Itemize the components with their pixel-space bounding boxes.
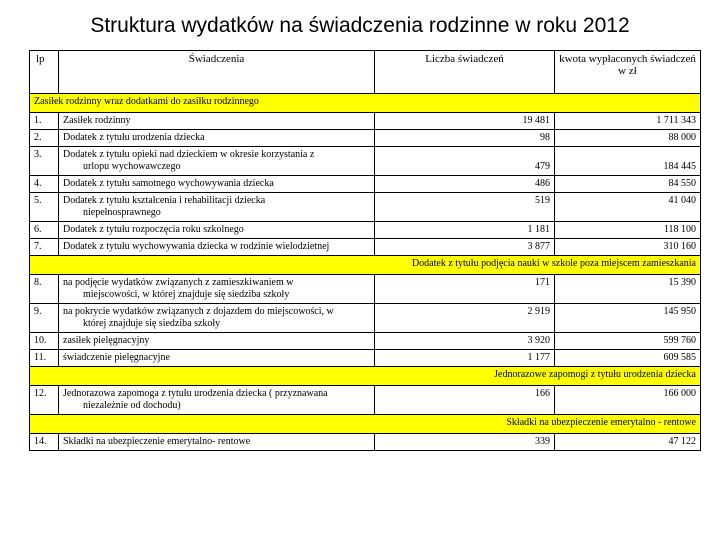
row-amount: 41 040 (555, 193, 701, 222)
row-lp: 12. (30, 386, 59, 415)
row-count: 1 181 (375, 222, 555, 239)
row-name-line1: Dodatek z tytułu opieki nad dzieckiem w okresie korzystania z (63, 149, 315, 160)
header-amount: kwota wypłaconych świadczeń w zł (555, 51, 701, 94)
row-count: 1 177 (375, 350, 555, 367)
row-name (59, 113, 375, 130)
row-name-line1: Dodatek z tytułu rozpoczęcia roku szkolnego (63, 224, 244, 235)
section-band (30, 256, 701, 275)
row-name-line1: na pokrycie wydatków związanych z dojazdem do miejscowości, w (63, 306, 334, 317)
row-name-line2: niezależnie od dochodu) (83, 400, 181, 411)
row-count: 2 919 (375, 304, 555, 333)
table-row (30, 386, 701, 415)
row-amount: 145 950 (555, 304, 701, 333)
row-lp: 8. (30, 275, 59, 304)
table-row (30, 275, 701, 304)
header-benefit: Świadczenia (59, 51, 375, 94)
table-row (30, 113, 701, 130)
row-name (59, 434, 375, 451)
table-row (30, 350, 701, 367)
table-row (30, 222, 701, 239)
row-count: 479 (375, 147, 555, 176)
row-amount: 88 000 (555, 130, 701, 147)
section-label: Zasiłek rodzinny wraz dodatkami do zasiłku rodzinnego (30, 94, 701, 113)
row-name-line2: urlopu wychowawczego (83, 161, 181, 172)
row-amount: 47 122 (555, 434, 701, 451)
row-amount: 1 711 343 (555, 113, 701, 130)
row-lp: 14. (30, 434, 59, 451)
page-title: Struktura wydatków na świadczenia rodzinne w roku 2012 (90, 14, 630, 37)
row-lp: 4. (30, 176, 59, 193)
row-lp: 7. (30, 239, 59, 256)
row-name-line1: Dodatek z tytułu urodzenia dziecka (63, 132, 205, 143)
section-band (30, 415, 701, 434)
table-row (30, 147, 701, 176)
header-lp: lp (30, 51, 59, 94)
row-name (59, 239, 375, 256)
row-lp: 6. (30, 222, 59, 239)
row-amount: 118 100 (555, 222, 701, 239)
row-name (59, 130, 375, 147)
row-name-line2: miejscowości, w której znajduje się siedziba szkoły (83, 289, 290, 300)
table-row (30, 304, 701, 333)
row-amount: 184 445 (555, 147, 701, 176)
table-row (30, 130, 701, 147)
row-amount: 609 585 (555, 350, 701, 367)
row-lp: 9. (30, 304, 59, 333)
row-count: 3 877 (375, 239, 555, 256)
table-row (30, 176, 701, 193)
row-name-line1: Dodatek z tytułu kształcenia i rehabilitacji dziecka (63, 195, 266, 206)
row-lp: 5. (30, 193, 59, 222)
row-amount: 84 550 (555, 176, 701, 193)
row-name-line1: Jednorazowa zapomoga z tytułu urodzenia dziecka ( przyznawana (63, 388, 328, 399)
row-count: 486 (375, 176, 555, 193)
row-count: 3 920 (375, 333, 555, 350)
row-name-line1: Zasiłek rodzinny (63, 115, 131, 126)
section-label: Jednorazowe zapomogi z tytułu urodzenia dziecka (30, 367, 701, 386)
row-name-line2: której znajduje się siedziba szkoły (83, 318, 221, 329)
row-amount: 599 760 (555, 333, 701, 350)
section-label: Składki na ubezpieczenie emerytalno - rentowe (30, 415, 701, 434)
row-lp: 1. (30, 113, 59, 130)
row-name (59, 222, 375, 239)
row-name-line1: Składki na ubezpieczenie emerytalno- rentowe (63, 436, 251, 447)
row-name-line1: na podjęcie wydatków związanych z zamieszkiwaniem w (63, 277, 294, 288)
row-name (59, 304, 375, 333)
table-row (30, 193, 701, 222)
row-lp: 11. (30, 350, 59, 367)
table-row (30, 333, 701, 350)
row-amount: 15 390 (555, 275, 701, 304)
expenditure-table (29, 50, 701, 451)
row-name (59, 333, 375, 350)
row-name-line1: świadczenie pielęgnacyjne (63, 352, 170, 363)
row-name (59, 176, 375, 193)
row-name (59, 193, 375, 222)
row-name-line1: Dodatek z tytułu samotnego wychowywania dziecka (63, 178, 274, 189)
row-count: 339 (375, 434, 555, 451)
row-count: 19 481 (375, 113, 555, 130)
row-name (59, 275, 375, 304)
row-name (59, 147, 375, 176)
row-name-line2: niepełnosprawnego (83, 207, 161, 218)
row-name (59, 386, 375, 415)
section-band (30, 94, 701, 113)
section-band (30, 367, 701, 386)
row-amount: 310 160 (555, 239, 701, 256)
row-count: 519 (375, 193, 555, 222)
row-amount: 166 000 (555, 386, 701, 415)
row-lp: 3. (30, 147, 59, 176)
row-count: 98 (375, 130, 555, 147)
table-row (30, 239, 701, 256)
row-lp: 2. (30, 130, 59, 147)
row-name (59, 350, 375, 367)
row-name-line1: zasiłek pielęgnacyjny (63, 335, 150, 346)
row-count: 166 (375, 386, 555, 415)
row-lp: 10. (30, 333, 59, 350)
header-row (30, 51, 701, 94)
table-row (30, 434, 701, 451)
row-count: 171 (375, 275, 555, 304)
section-label: Dodatek z tytułu podjęcia nauki w szkole poza miejscem zamieszkania (30, 256, 701, 275)
header-count: Liczba świadczeń (375, 51, 555, 94)
row-name-line1: Dodatek z tytułu wychowywania dziecka w rodzinie wielodzietnej (63, 241, 330, 252)
